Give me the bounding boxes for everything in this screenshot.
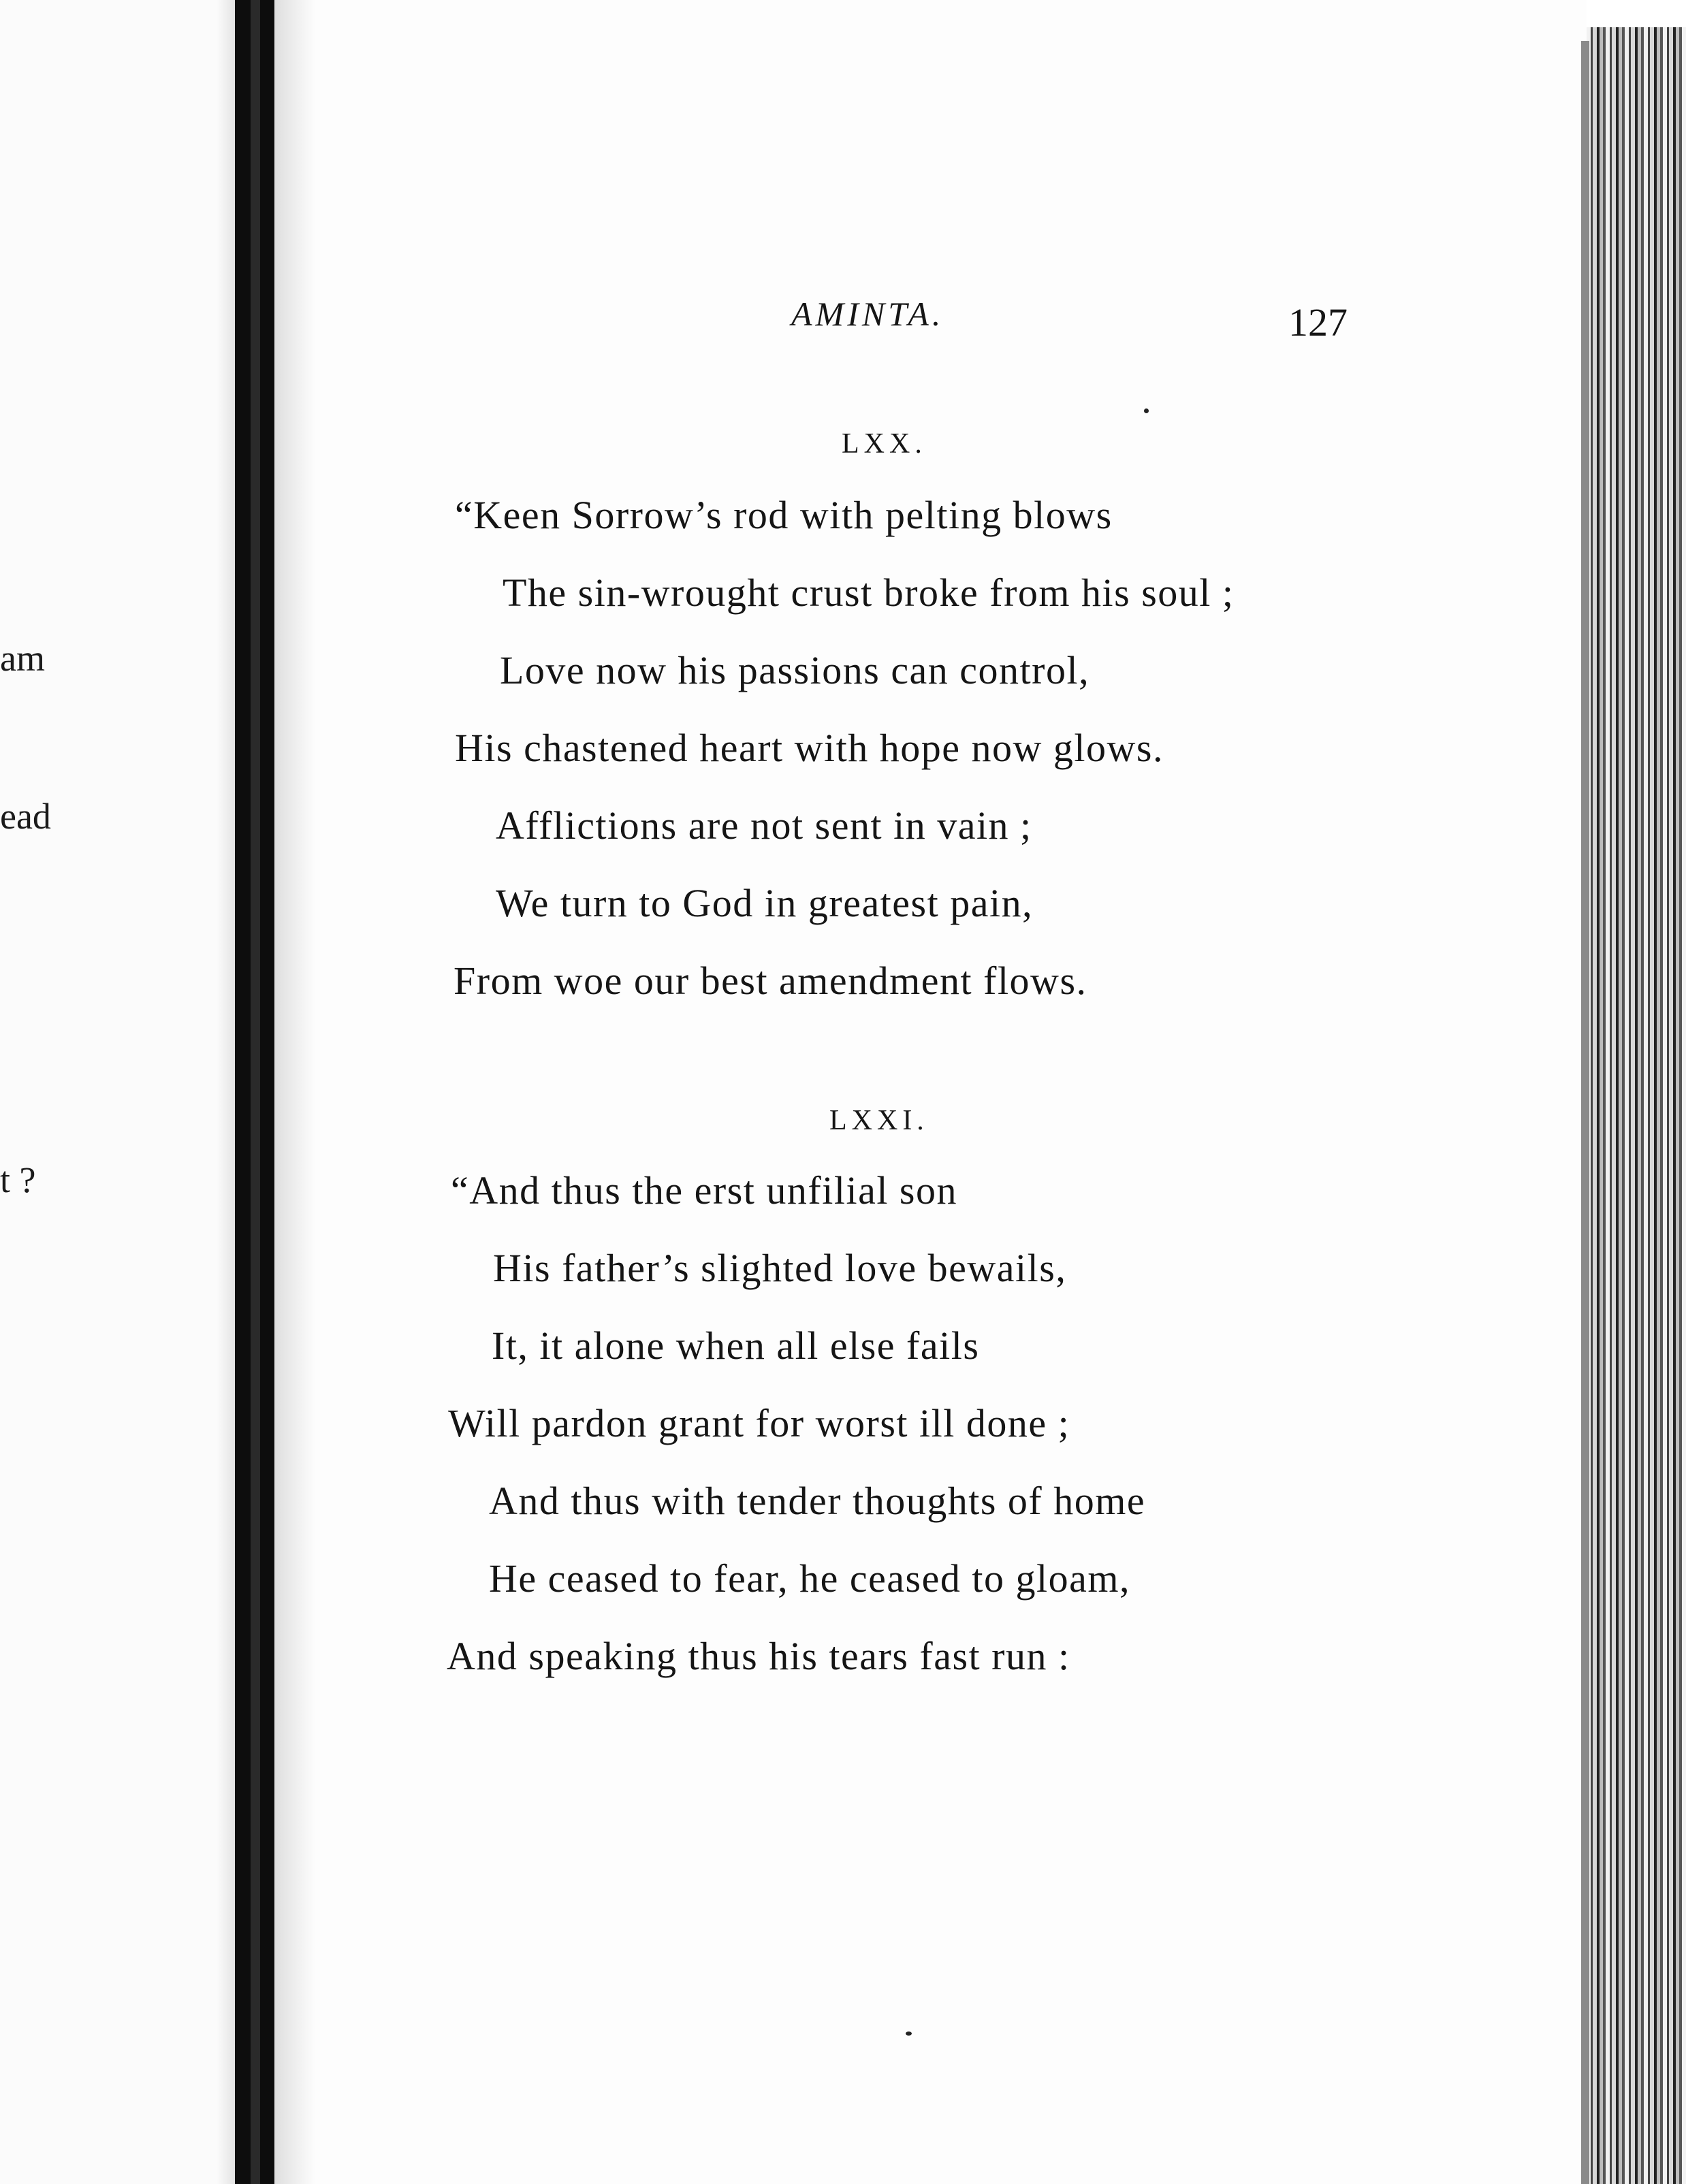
left-facing-page xyxy=(0,0,235,2184)
book-gutter-inner xyxy=(251,0,260,2184)
verse-line: He ceased to fear, he ceased to gloam, xyxy=(489,1556,1130,1601)
verse-line: We turn to God in greatest pain, xyxy=(496,881,1034,925)
left-page-fragment: t ? xyxy=(0,1159,36,1200)
verse-line: Will pardon grant for worst ill done ; xyxy=(448,1401,1070,1445)
page-edges-border xyxy=(1581,41,1589,2184)
verse-line: His chastened heart with hope now glows. xyxy=(455,726,1164,770)
verse-line: From woe our best amendment flows. xyxy=(454,959,1087,1003)
ink-speck xyxy=(906,2032,912,2036)
verse-line: And thus with tender thoughts of home xyxy=(489,1479,1146,1523)
running-head-title: AMINTA. xyxy=(791,295,944,333)
verse-line: Afflictions are not sent in vain ; xyxy=(496,803,1032,848)
left-page-fragment: am xyxy=(0,638,45,679)
main-page-shade xyxy=(274,0,315,2184)
verse-line: “Keen Sorrow’s rod with pelting blows xyxy=(455,493,1113,537)
verse-line: It, it alone when all else fails xyxy=(492,1323,980,1368)
stanza-number: LXX. xyxy=(842,428,927,460)
page-edges xyxy=(1587,27,1686,2184)
verse-line: Love now his passions can control, xyxy=(500,648,1090,692)
verse-line: And speaking thus his tears fast run : xyxy=(447,1634,1070,1678)
page-number: 127 xyxy=(1288,300,1348,344)
left-page-fragment: ead xyxy=(0,796,51,837)
stanza-number: LXXI. xyxy=(829,1105,929,1136)
verse-line: The sin-wrought crust broke from his soul ; xyxy=(503,571,1235,615)
verse-line: “And thus the erst unfilial son xyxy=(451,1168,958,1213)
verse-line: His father’s slighted love bewails, xyxy=(493,1246,1067,1290)
ink-speck xyxy=(1144,408,1149,413)
